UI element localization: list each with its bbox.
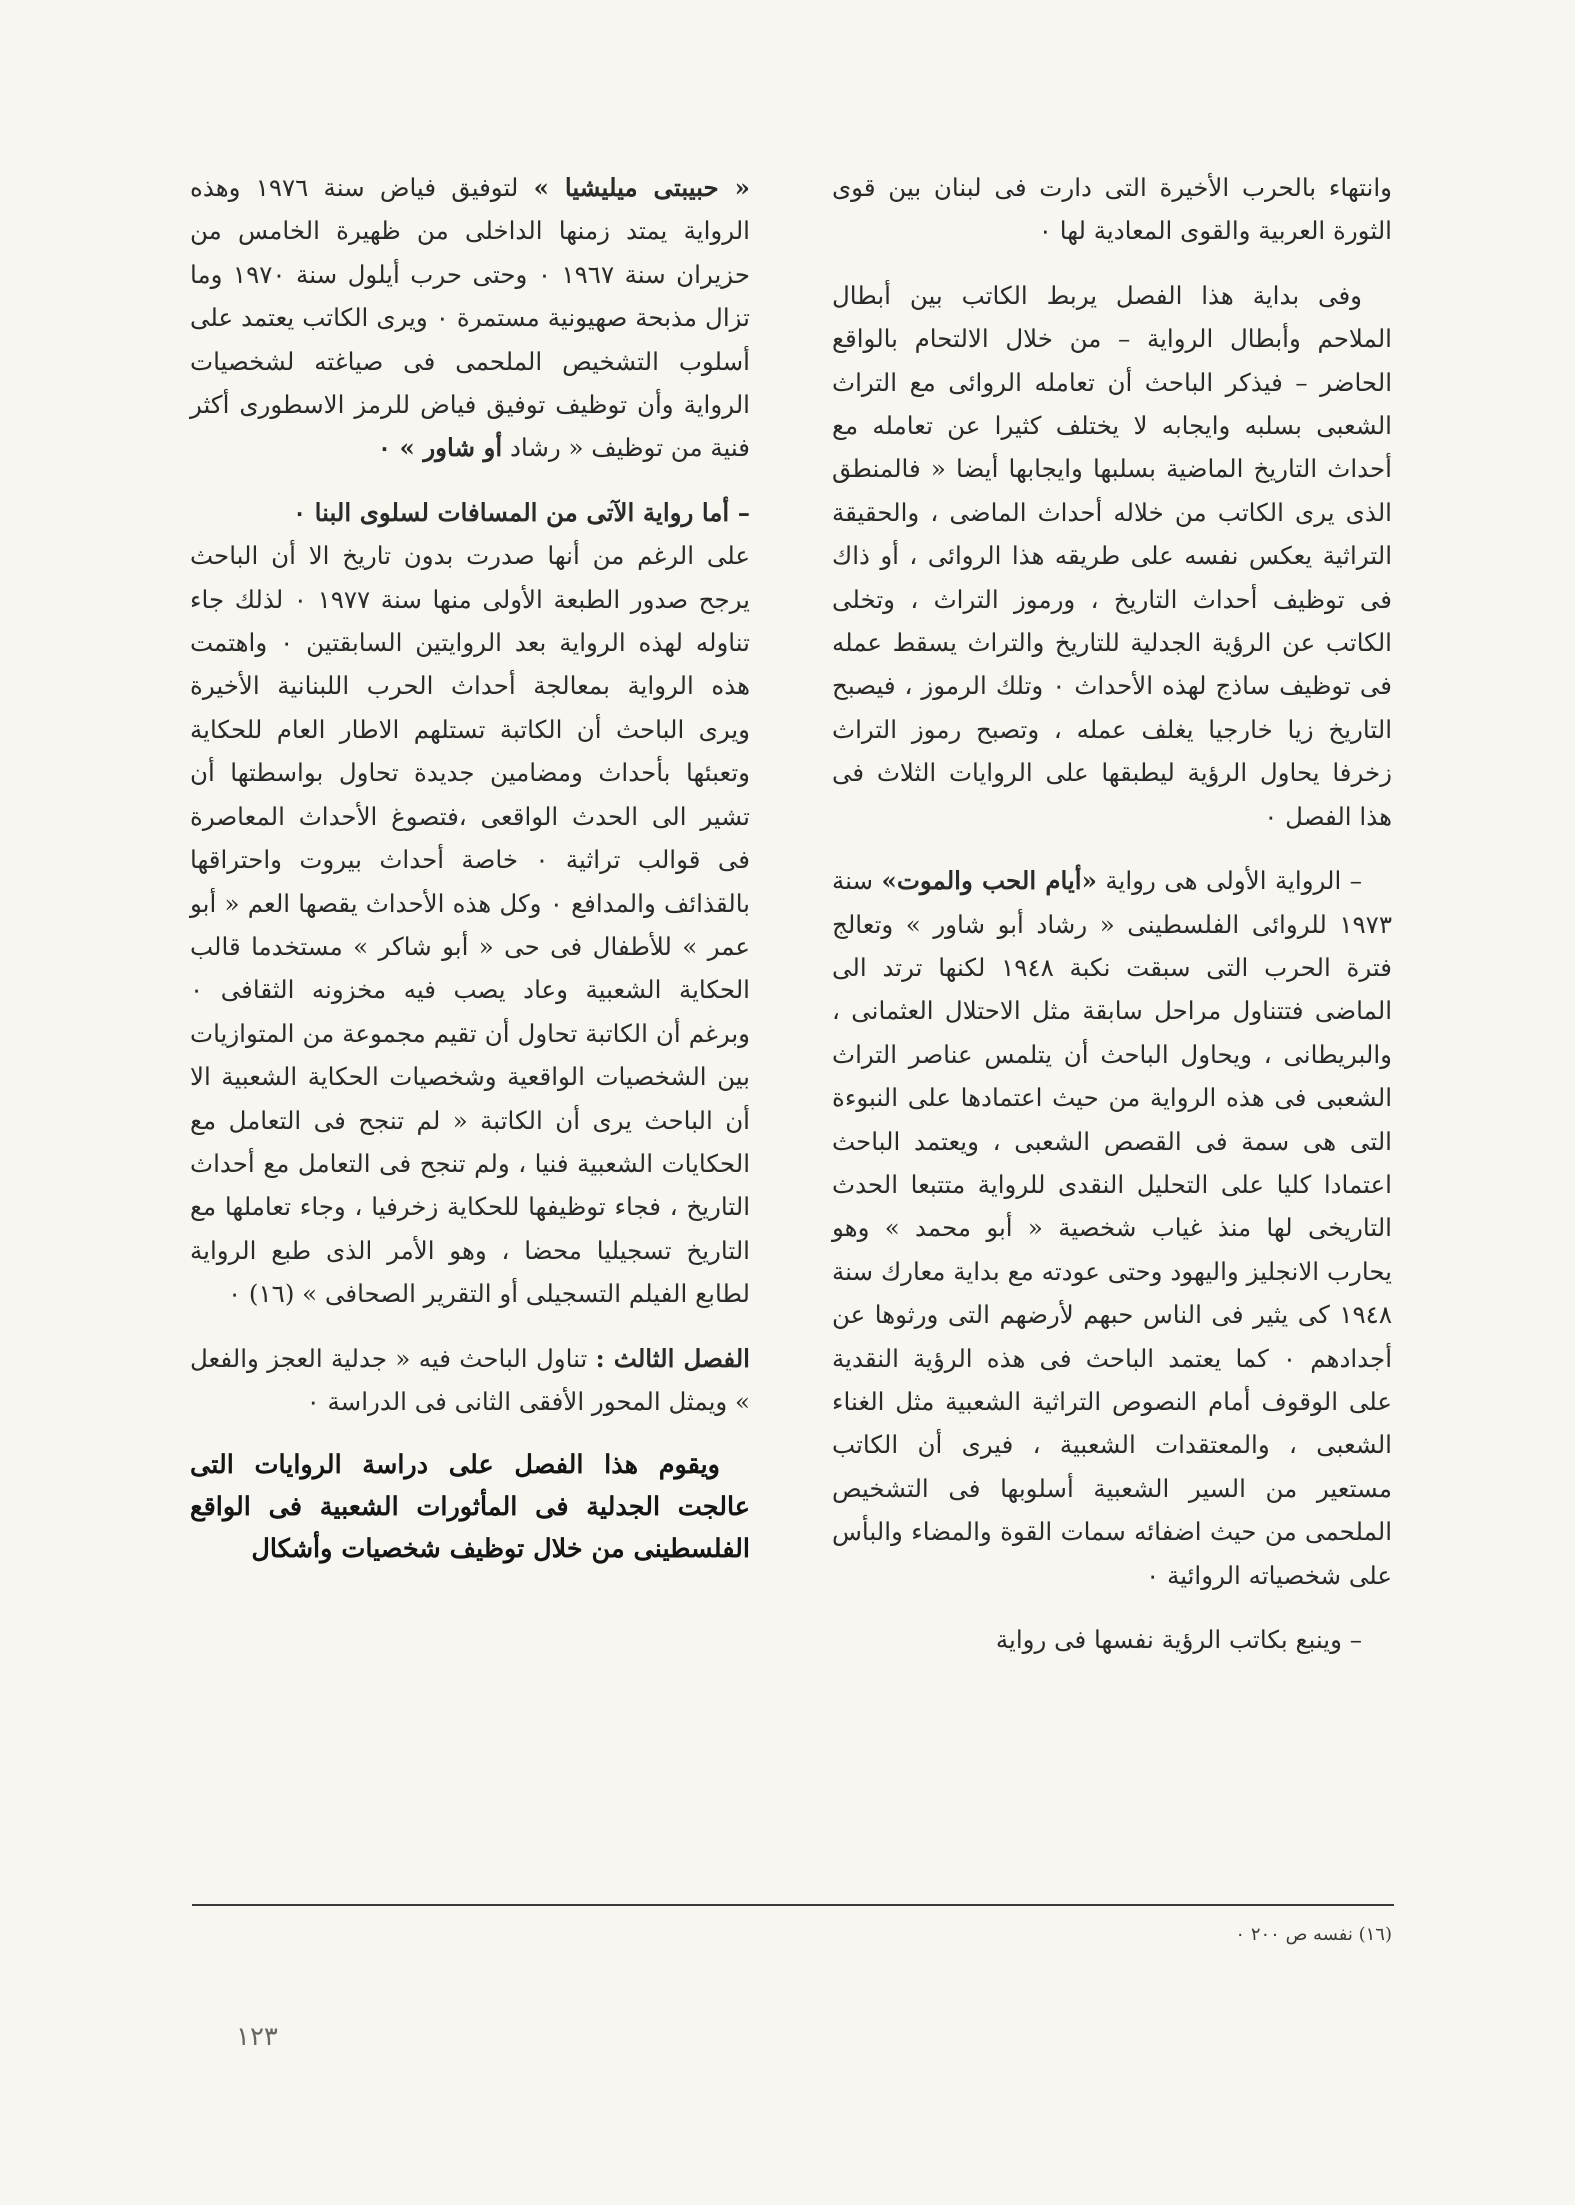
left-paragraph-2: [190, 491, 750, 1316]
left-paragraph-1-end: أو شاور » ٠: [377, 433, 503, 463]
left-paragraph-2-body: على الرغم من أنها صدرت بدون تاريخ الا أن الباحث يرجح صدور الطبعة الأولى منها سنة ١٩٧٧ ٠ لذلك جاء تناوله لهذه الرواية بعد الروايتين السابقتين ٠ واهتمت هذه الرواية بمعالجة أحداث الحرب اللبنانية الأخيرة ويرى الباحث أن الكاتبة تستلهم الاطار العام للحكاية وتعبئها بأحداث ومضامين جديدة تحاول بواسطتها أن تشير الى الحدث الواقعى ،فتصوغ الأحداث المعاصرة فى قوالب تراثية ٠ خاصة أحداث بيروت واحتراقها بالقذائف والمدافع ٠ وكل هذه الأحداث يقصها العم « أبو عمر » للأطفال فى حى « أبو شاكر » مستخدما قالب الحكاية الشعبية وعاد يصب فيه مخزونه الثقافى ٠ وبرغم أن الكاتبة تحاول أن تقيم مجموعة من المتوازيات بين الشخصيات الواقعية وشخصيات الحكاية الشعبية الا أن الباحث يرى أن الكاتبة « لم تنجح فى التعامل مع الحكايات الشعبية فنيا ، ولم تنجح فى التعامل مع أحداث التاريخ ، فجاء توظيفها للحكاية زخرفيا ، وجاء تعاملها مع التاريخ تسجيليا محضا ، وهو الأمر الذى طبع الرواية لطابع الفيلم التسجيلى أو التقرير الصحافى » (١٦) ٠: [190, 541, 750, 1309]
footnote-divider: [192, 1904, 1394, 1906]
left-paragraph-1-body: لتوفيق فياض سنة ١٩٧٦ وهذه الرواية يمتد زمنها الداخلى من ظهيرة الخامس من حزيران سنة ١٩٦٧ ٠ وحتى حرب أيلول سنة ١٩٧٠ وما تزال مذبحة صهيونية مستمرة ٠ ويرى الكاتب يعتمد على أسلوب التشخيص الملحمى فى صياغته لشخصيات الرواية وأن توظيف توفيق فياض للرمز الاسطورى أكثر فنية من توظيف « رشاد: [190, 173, 750, 463]
right-paragraph-1: وانتهاء بالحرب الأخيرة التى دارت فى لبنان بين قوى الثورة العربية والقوى المعادية لها ٠: [832, 173, 1392, 246]
left-column: [190, 166, 750, 1591]
left-paragraph-3: [190, 1337, 750, 1424]
novel-title-habibati-milishya: « حبيبتى ميليشيا »: [533, 173, 750, 202]
right-paragraph-3-body: سنة ١٩٧٣ للروائى الفلسطينى « رشاد أبو شاور » وتعالج فترة الحرب التى سبقت نكبة ١٩٤٨ لكنها ترتد الى الماضى فتتناول مراحل سابقة مثل الاحتلال العثمانى ، والبريطانى ، ويحاول الباحث أن يتلمس عناصر التراث الشعبى فى هذه الرواية من حيث اعتمادها على النبوءة التى هى سمة فى القصص الشعبى ، ويعتمد الباحث اعتمادا كليا على التحليل النقدى للرواية متتبعا الحدث التاريخى لها منذ غياب شخصية « أبو محمد » وهو يحارب الانجليز واليهود وحتى عودته مع بداية معارك سنة ١٩٤٨ كى يثير فى الناس حبهم لأرضهم التى ورثوها عن أجدادهم ٠ كما يعتمد الباحث فى هذه الرؤية النقدية على الوقوف أمام النصوص التراثية الشعبية مثل الغناء الشعبى ، والمعتقدات الشعبية ، فيرى أن الكاتب مستعير من السير الشعبية أسلوبها فى التشخيص الملحمى من حيث اضفائه سمات القوة والمضاء والبأس على شخصياته الروائية ٠: [832, 866, 1393, 1590]
right-paragraph-2: وفى بداية هذا الفصل يربط الكاتب بين أبطال الملاحم وأبطال الرواية – من خلال الالتحام بالواقع الحاضر – فيذكر الباحث أن تعامله الروائى مع التراث الشعبى بسلبه وايجابه لا يختلف كثيرا عن تعامله مع أحداث التاريخ الماضية بسلبها وايجابها أيضا « فالمنطق الذى يرى الكاتب من خلاله أحداث الماضى ، والحقيقة التراثية يعكس نفسه على طريقه هذا الروائى ، أو ذاك فى توظيف أحداث التاريخ ، ورموز التراث ، وتخلى الكاتب عن الرؤية الجدلية للتاريخ والتراث يسقط عمله فى توظيف ساذج لهذه الأحداث ٠ وتلك الرموز ، فيصبح التاريخ زيا خارجيا يغلف عمله ، وتصبح رموز التراث زخرفا يحاول الرؤية ليطبقها على الروايات الثلاث فى هذا الفصل ٠: [832, 280, 1392, 831]
section-heading-al-ati: – أما رواية الآتى من المسافات لسلوى البنا ٠: [292, 497, 750, 527]
page-number: ١٢٣: [236, 2022, 278, 2052]
footnote: (١٦) نفسه ص ٢٠٠ ٠: [1235, 1924, 1392, 1945]
left-paragraph-1: [190, 166, 750, 470]
right-paragraph-3: [832, 859, 1392, 1597]
right-paragraph-3-intro: – الرواية الأولى هى رواية: [1105, 866, 1363, 896]
novel-title-ayyam-al-hubb: «أيام الحب والموت»: [881, 866, 1097, 896]
right-column: [832, 166, 1392, 1682]
right-paragraph-4: – وينبع بكاتب الرؤية نفسها فى رواية: [995, 1625, 1362, 1654]
left-paragraph-3-body: تناول الباحث فيه « جدلية العجز والفعل » ويمثل المحور الأفقى الثانى فى الدراسة ٠: [190, 1343, 750, 1416]
left-paragraph-4: ويقوم هذا الفصل على دراسة الروايات التى عالجت الجدلية فى المأثورات الشعبية فى الواقع الفلسطينى من خلال توظيف شخصيات وأشكال: [190, 1450, 750, 1565]
chapter-three-label: الفصل الثالث :: [595, 1343, 750, 1373]
